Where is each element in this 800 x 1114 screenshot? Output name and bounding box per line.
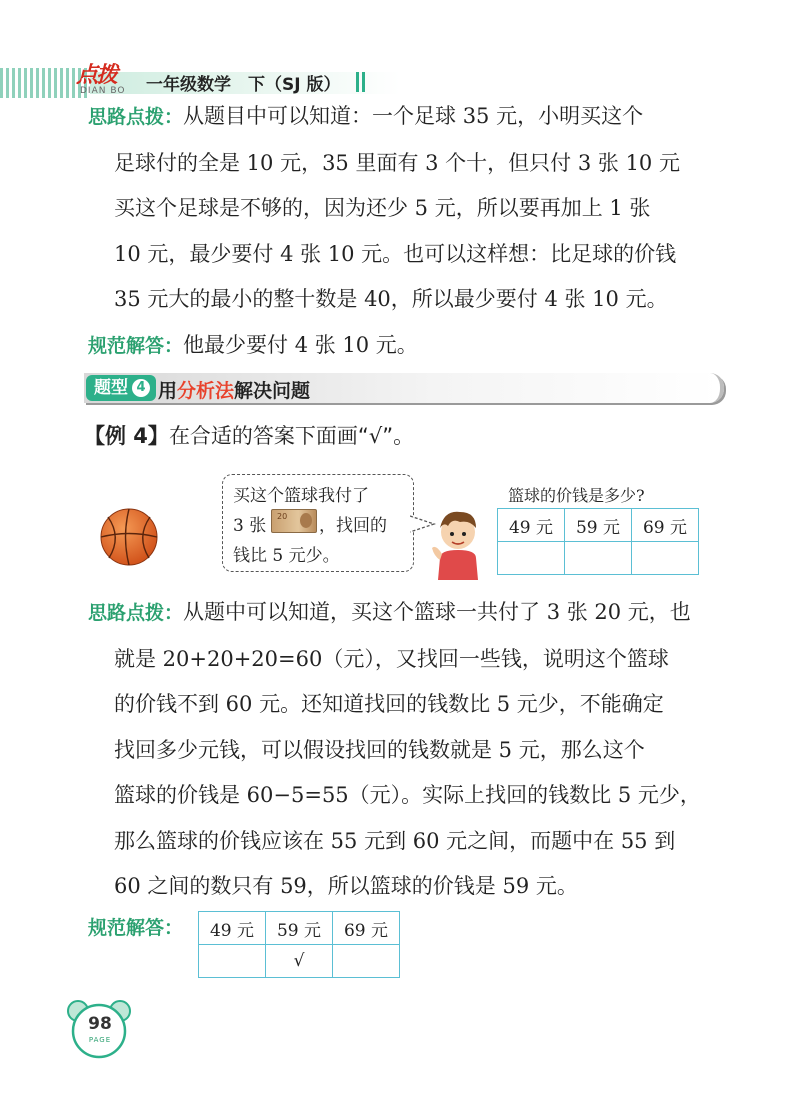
checkmark-cell: √ [266,945,333,978]
table-row [498,542,699,575]
hint-line: 就是 20+20+20=60（元），又找回一些钱，说明这个篮球 [114,646,669,671]
hint-line: 的价钱不到 60 元。还知道找回的钱数比 5 元少，不能确定 [114,692,664,716]
hint-line: 60 之间的数只有 59，所以篮球的价钱是 59 元。 [114,874,578,898]
example-label: 【例 4】 [84,424,169,448]
boy-character-icon [430,504,486,580]
hint-line: 35 元大的最小的整十数是 40，所以最少要付 4 张 10 元。 [114,287,668,311]
answer-table [198,911,400,978]
hint-line: 从题中可以知道，买这个篮球一共付了 3 张 20 元，也 [183,600,691,624]
hint-line: 篮球的价钱是 60−5=55（元）。实际上找回的钱数比 5 元少， [114,783,701,807]
bubble-line-post: ，找回的 [319,516,387,536]
hint-line: 找回多少元钱，可以假设找回的钱数就是 5 元，那么这个 [114,737,645,762]
hint-line: 买这个足球是不够的，因为还少 5 元，所以要再加上 1 张 [114,196,651,220]
banknote-icon [271,509,317,533]
section-title-pre: 用 [158,380,178,402]
table-header-cell: 69 元 [333,912,400,945]
section-badge [86,375,156,401]
header-bars-icon [356,72,368,92]
example-line [84,420,414,450]
bubble-line: 钱比 5 元少。 [233,546,340,566]
answer-cell[interactable] [498,542,565,575]
answer-cell[interactable] [565,542,632,575]
table-header-cell: 49 元 [199,912,266,945]
answer-label: 规范解答： [88,334,184,357]
table-row [498,509,699,542]
table-header-cell: 59 元 [565,509,632,542]
example-text: 在合适的答案下面画“√”。 [168,424,415,448]
table-header-cell: 59 元 [266,912,333,945]
basketball-icon [100,508,158,566]
section-badge-label: 题型 [94,378,128,398]
section-title-highlight: 分析法 [177,380,235,402]
speech-bubble [222,474,414,572]
price-options-table [497,508,699,575]
hint-line: 从题目中可以知道：一个足球 35 元，小明买这个 [183,104,644,128]
hint-label: 思路点拨： [88,602,184,624]
answer-cell[interactable] [632,542,699,575]
table-row [199,945,400,978]
page-number: 98 [88,1014,112,1034]
answer-cell [333,945,400,978]
hint-paragraph-1 [88,94,724,369]
hint-line: 足球付的全是 10 元，35 里面有 3 个十，但只付 3 张 10 元 [114,150,680,175]
hint-line: 10 元，最少要付 4 张 10 元。也可以这样想：比足球的价钱 [114,241,677,266]
bubble-line-pre: 3 张 [233,516,267,536]
answer-cell [199,945,266,978]
page-word: PAGE [88,1036,112,1044]
answer-text: 他最少要付 4 张 10 元。 [183,332,418,357]
section-badge-number: 4 [132,379,150,397]
section-title [158,376,310,403]
book-title: 一年级数学 下（SJ 版） [146,75,341,95]
hint-label: 思路点拨： [88,106,184,128]
bubble-line: 买这个篮球我付了 [233,486,369,506]
brand-logo-sub: DIAN BO [80,86,126,96]
hint-paragraph-2 [88,590,724,910]
banknote-value: 20 [277,512,288,521]
table-row [199,912,400,945]
table-header-cell: 69 元 [632,509,699,542]
hint-line: 那么篮球的价钱应该在 55 元到 60 元之间，而题中在 55 到 [114,828,676,853]
table-header-cell: 49 元 [498,509,565,542]
table-caption: 篮球的价钱是多少? [508,486,645,505]
answer-label: 规范解答： [88,917,184,939]
section-title-post: 解决问题 [234,380,311,402]
brand-logo: 点拨 [76,62,117,88]
